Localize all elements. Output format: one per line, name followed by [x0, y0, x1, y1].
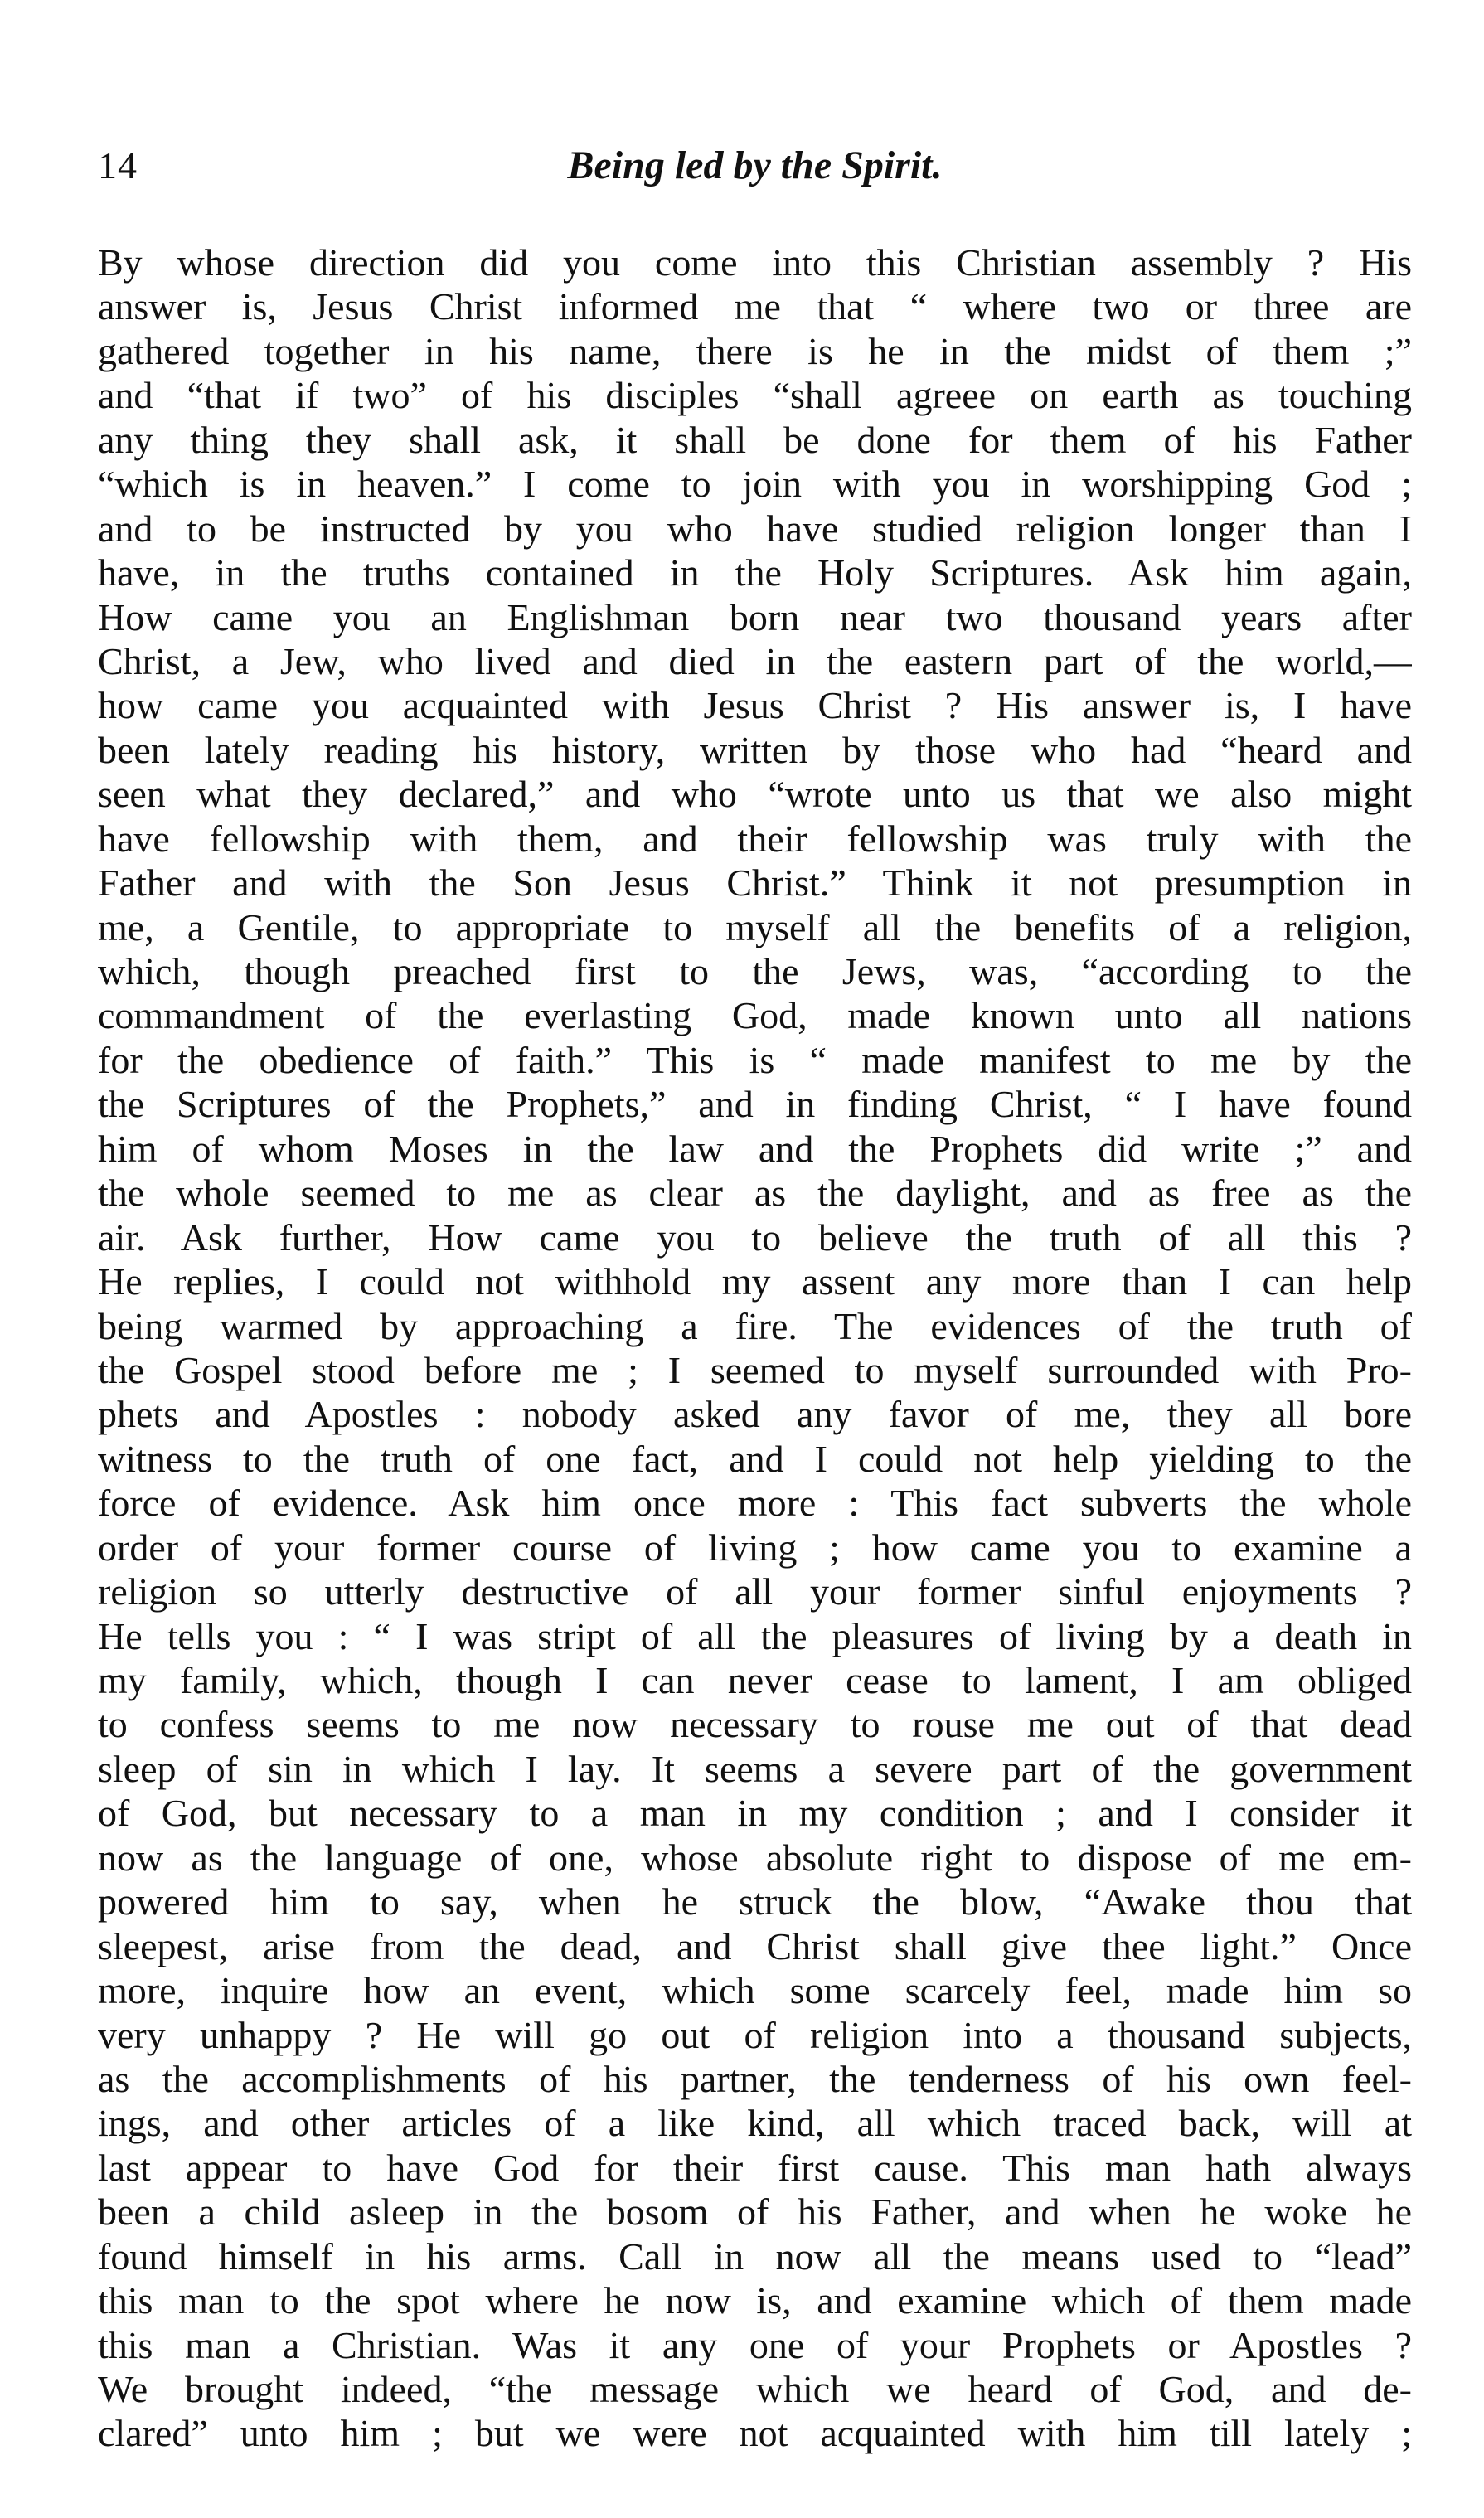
- text-line: this man to the spot where he now is, and examine which of them made: [98, 2279, 1412, 2322]
- text-line: this man a Christian. Was it any one of your Prophets or Apostles ?: [98, 2323, 1412, 2366]
- text-line: powered him to say, when he struck the blow, “Awake thou that: [98, 1880, 1412, 1924]
- text-line: how came you acquainted with Jesus Christ ? His answer is, I have: [98, 684, 1412, 727]
- page-number: 14: [98, 144, 138, 187]
- text-line: of God, but necessary to a man in my condition ; and I consider it: [98, 1792, 1412, 1835]
- text-line: gathered together in his name, there is he in the midst of them ;”: [98, 329, 1412, 372]
- text-line: to confess seems to me now necessary to rouse me out of that dead: [98, 1703, 1412, 1746]
- text-line: ings, and other articles of a like kind, all which traced back, will at: [98, 2102, 1412, 2145]
- text-line: my family, which, though I can never cease to lament, I am obliged: [98, 1659, 1412, 1701]
- text-line: him of whom Moses in the law and the Prophets did write ;” and: [98, 1127, 1412, 1170]
- text-line: commandment of the everlasting God, made known unto all nations: [98, 994, 1412, 1037]
- text-line: been lately reading his history, written by those who had “heard and: [98, 728, 1412, 771]
- text-line: me, a Gentile, to appropriate to myself all the benefits of a religion,: [98, 905, 1412, 948]
- text-line: have, in the truths contained in the Holy Scriptures. Ask him again,: [98, 551, 1412, 594]
- text-line: the whole seemed to me as clear as the daylight, and as free as the: [98, 1172, 1412, 1215]
- text-line: and “that if two” of his disciples “shall agreee on earth as touching: [98, 374, 1412, 417]
- text-line: witness to the truth of one fact, and I could not help yielding to the: [98, 1437, 1412, 1480]
- text-line: been a child asleep in the bosom of his Father, and when he woke he: [98, 2191, 1412, 2234]
- text-line: “which is in heaven.” I come to join with you in worshipping God ;: [98, 463, 1412, 506]
- text-line: By whose direction did you come into this Christian assembly ? His: [98, 241, 1412, 284]
- text-line: Christ, a Jew, who lived and died in the eastern part of the world,—: [98, 639, 1412, 682]
- text-line: We brought indeed, “the message which we heard of God, and de-: [98, 2368, 1412, 2410]
- text-line: now as the language of one, whose absolute right to dispose of me em-: [98, 1836, 1412, 1879]
- text-line: being warmed by approaching a fire. The evidences of the truth of: [98, 1304, 1412, 1347]
- text-line: answer is, Jesus Christ informed me that “ where two or three are: [98, 285, 1412, 328]
- text-line: force of evidence. Ask him once more : This fact subverts the whole: [98, 1482, 1412, 1525]
- text-line: sleepest, arise from the dead, and Christ shall give thee light.” Once: [98, 1924, 1412, 1967]
- text-line: How came you an Englishman born near two thousand years after: [98, 595, 1412, 638]
- text-line: any thing they shall ask, it shall be done for them of his Father: [98, 418, 1412, 461]
- text-line: last appear to have God for their first cause. This man hath always: [98, 2146, 1412, 2189]
- text-line: have fellowship with them, and their fellowship was truly with the: [98, 817, 1412, 860]
- running-title: Being led by the Spirit.: [567, 143, 943, 187]
- text-line: clared” unto him ; but we were not acquainted with him till lately ;: [98, 2412, 1412, 2455]
- text-line: sleep of sin in which I lay. It seems a severe part of the government: [98, 1747, 1412, 1790]
- text-line: religion so utterly destructive of all your former sinful enjoyments ?: [98, 1570, 1412, 1613]
- text-line: seen what they declared,” and who “wrote unto us that we also might: [98, 773, 1412, 816]
- page-header: [98, 143, 1412, 201]
- text-line: He replies, I could not withhold my assent any more than I can help: [98, 1260, 1412, 1303]
- text-line: more, inquire how an event, which some scarcely feel, made him so: [98, 1969, 1412, 2012]
- text-line: which, though preached first to the Jews, was, “according to the: [98, 950, 1412, 992]
- text-line: order of your former course of living ; how came you to examine a: [98, 1526, 1412, 1569]
- text-line: Father and with the Son Jesus Christ.” Think it not presumption in: [98, 861, 1412, 905]
- text-line: and to be instructed by you who have studied religion longer than I: [98, 507, 1412, 550]
- text-line: for the obedience of faith.” This is “ made manifest to me by the: [98, 1038, 1412, 1081]
- text-line: He tells you : “ I was stript of all the pleasures of living by a death in: [98, 1614, 1412, 1657]
- text-line: very unhappy ? He will go out of religion into a thousand subjects,: [98, 2013, 1412, 2056]
- text-line: found himself in his arms. Call in now all the means used to “lead”: [98, 2234, 1412, 2278]
- text-line: phets and Apostles : nobody asked any favor of me, they all bore: [98, 1393, 1412, 1436]
- text-line: the Gospel stood before me ; I seemed to myself surrounded with Pro-: [98, 1348, 1412, 1391]
- body-text: [98, 240, 1412, 2456]
- text-line: as the accomplishments of his partner, the tenderness of his own feel-: [98, 2057, 1412, 2100]
- text-line: air. Ask further, How came you to believe the truth of all this ?: [98, 1215, 1412, 1259]
- text-line: the Scriptures of the Prophets,” and in finding Christ, “ I have found: [98, 1083, 1412, 1126]
